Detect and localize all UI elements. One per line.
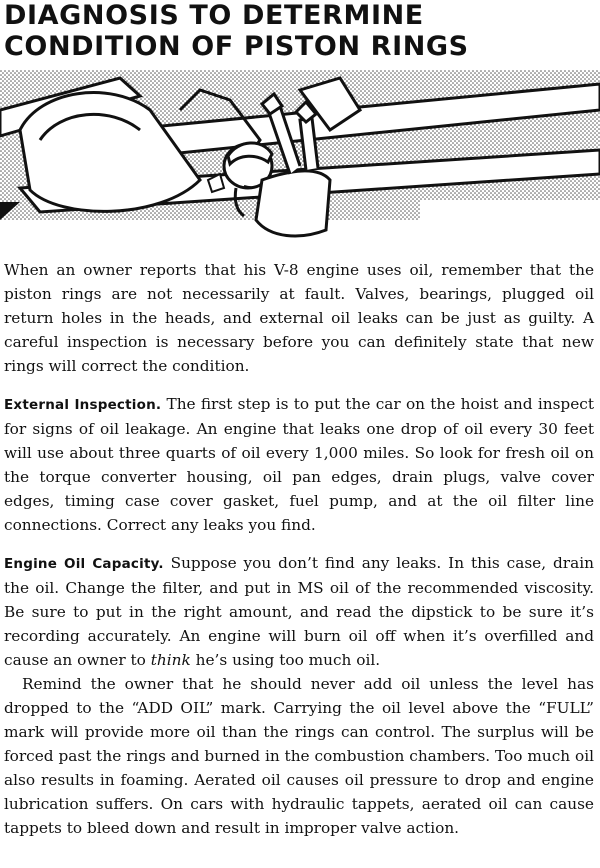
- paragraph-intro: When an owner reports that his V-8 engine uses oil, remember that the piston rings are not necessarily at fault. Valves, bearings, plugged oil return holes in the heads, and external oil leaks can be just as guilty. A careful inspection is necessary before you can definitely state that new rings will correct the condition.: [4, 261, 594, 375]
- paragraph-text: he’s using too much oil.: [190, 651, 381, 669]
- paragraph-engine-oil-capacity: [4, 551, 594, 672]
- emphasized-word: think: [150, 651, 191, 669]
- page-title: [4, 0, 469, 62]
- paragraph-text: Suppose you don’t find any leaks. In this case, drain the oil. Change the filter, and put in MS oil of the recommended viscosity. Be sure to put in the right amount, and read the dipstick to be sure it’s recording accurately. An engine will burn oil off when it’s overfilled and cause an owner to: [4, 554, 594, 669]
- title-line-1: DIAGNOSIS TO DETERMINE: [4, 0, 424, 31]
- paragraph-add-oil: Remind the owner that he should never add oil unless the level has dropped to the “ADD OIL” mark. Carrying the oil level above the “FULL” mark will provide more oil than the rings can control. The surplus will be forced past the rings and burned in the combustion chambers. Too much oil also results in foaming. Aerated oil causes oil pressure to drop and engine lubrication suffers. On cars with hydraulic tappets, aerated oil can cause tappets to bleed down and result in improper valve action.: [4, 675, 594, 837]
- paragraph-text: The first step is to put the car on the hoist and inspect for signs of oil leakage. An engine that leaks one drop of oil every 30 feet will use about three quarts of oil every 1,000 miles. So look for fresh oil on the torque converter housing, oil pan edges, drain plugs, valve cover edges, timing case cover gasket, fuel pump, and at the oil filter line connections. Correct any leaks you find.: [4, 395, 594, 534]
- article-body: [4, 258, 594, 840]
- section-heading-external-inspection: External Inspection.: [4, 397, 162, 413]
- section-heading-engine-oil-capacity: Engine Oil Capacity.: [4, 556, 164, 572]
- paragraph-external-inspection: [4, 392, 594, 537]
- mechanic-under-car-illustration: [0, 70, 600, 248]
- title-line-2: CONDITION OF PISTON RINGS: [4, 31, 469, 62]
